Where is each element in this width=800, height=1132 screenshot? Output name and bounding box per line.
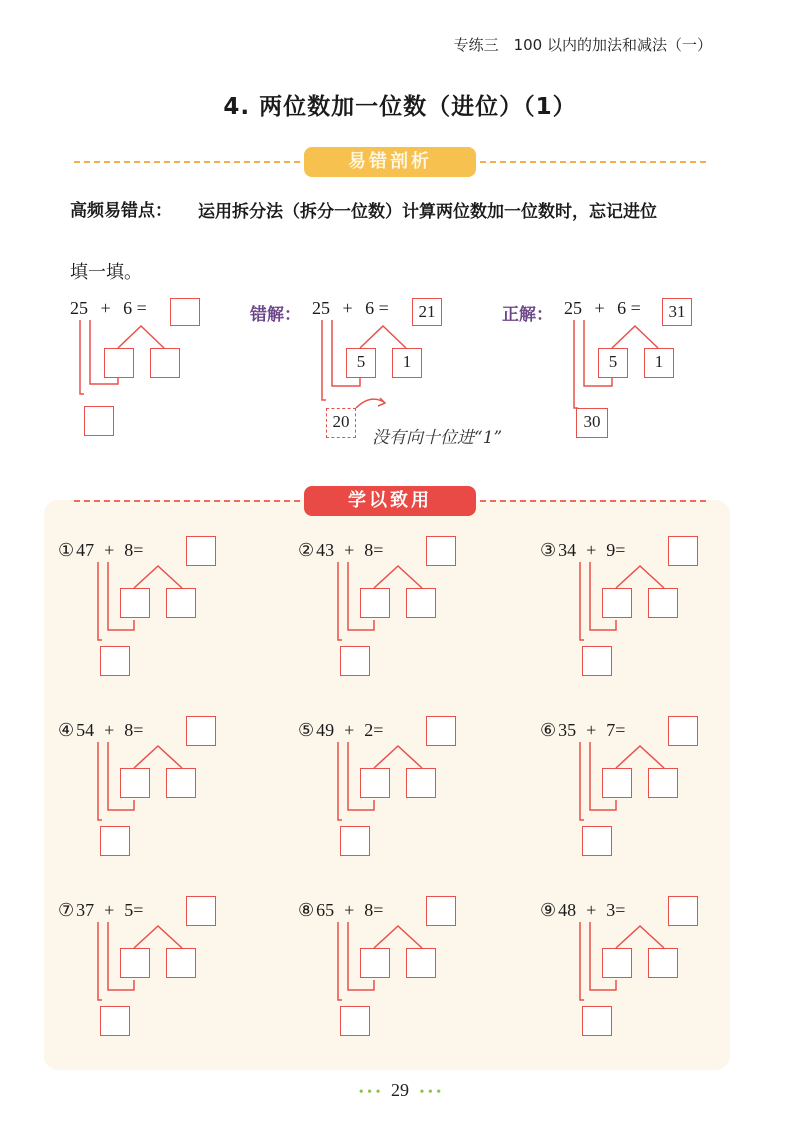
practice-problem [58,720,258,870]
practice-problem [298,540,498,690]
right-solution-label: 正解： [502,305,553,325]
operator: + [344,720,355,740]
split-lines [540,900,740,1050]
split-box-left[interactable] [120,948,150,978]
section-divider-right [480,161,706,163]
example-blank [70,298,270,448]
split-box-right[interactable] [648,768,678,798]
equals: = [630,298,641,318]
answer-box[interactable] [186,536,216,566]
addend-a: 37 [76,900,95,920]
split-box-right: 1 [392,348,422,378]
equation [312,298,389,319]
answer-box[interactable] [668,716,698,746]
addend-b: 5 [124,900,134,920]
problem-number: ④ [58,720,75,740]
operator: + [104,720,115,740]
tens-box[interactable] [100,1006,130,1036]
addend-b: 2 [364,720,374,740]
tens-box[interactable] [100,826,130,856]
keypoint-label: 高频易错点： [70,201,172,221]
error-analysis-tag: 易错剖析 [304,147,476,177]
equation [540,540,625,561]
tens-box[interactable] [84,406,114,436]
equation [70,298,147,319]
answer-box[interactable] [186,716,216,746]
tens-box[interactable] [582,646,612,676]
equation [540,900,625,921]
split-box-left[interactable] [360,948,390,978]
tens-box[interactable] [340,826,370,856]
problem-number: ① [58,540,75,560]
split-lines [540,540,740,690]
practice-problem [298,900,498,1050]
split-lines [58,720,258,870]
split-box-left[interactable] [602,948,632,978]
practice-problem [298,720,498,870]
split-box-left[interactable] [360,768,390,798]
equals: = [378,298,389,318]
page-number-value: 29 [391,1080,409,1100]
operator: + [344,540,355,560]
split-box-right[interactable] [406,768,436,798]
operator: + [586,720,597,740]
addend-b: 8 [364,540,374,560]
split-box-right[interactable] [166,768,196,798]
split-box-left[interactable] [360,588,390,618]
split-box-left[interactable] [602,768,632,798]
split-box-right[interactable] [406,948,436,978]
equals: = [373,720,384,740]
addend-b: 9 [606,540,616,560]
equation [564,298,641,319]
operator: + [100,298,111,318]
addend-a: 48 [558,900,577,920]
split-box-left: 5 [346,348,376,378]
split-lines [298,900,498,1050]
decor-dots-left: • • • [358,1085,381,1100]
tens-box[interactable] [582,1006,612,1036]
split-box-right[interactable] [166,588,196,618]
answer-box: 31 [662,298,692,326]
equals: = [615,540,626,560]
addend-a: 34 [558,540,577,560]
answer-box[interactable] [426,896,456,926]
addend-b: 8 [124,540,134,560]
tens-box[interactable] [582,826,612,856]
practice-divider-left [74,500,300,502]
operator: + [594,298,605,318]
addend-a: 25 [564,298,582,318]
practice-problem [58,900,258,1050]
practice-divider-right [480,500,706,502]
answer-box[interactable] [668,896,698,926]
equals: = [136,298,147,318]
answer-box: 21 [412,298,442,326]
equals: = [133,540,144,560]
addend-b: 6 [365,298,375,318]
page-number [0,1080,800,1101]
operator: + [344,900,355,920]
addend-b: 6 [617,298,627,318]
problem-number: ⑥ [540,720,557,740]
example-right [564,298,764,448]
split-lines [58,900,258,1050]
split-lines [298,540,498,690]
answer-box[interactable] [186,896,216,926]
answer-box[interactable] [170,298,200,326]
tens-box[interactable] [100,646,130,676]
answer-box[interactable] [426,536,456,566]
split-box-right[interactable] [648,948,678,978]
split-box-right[interactable] [648,588,678,618]
mistake-note: 没有向十位进“1” [372,428,503,448]
split-box-left: 5 [598,348,628,378]
answer-box[interactable] [668,536,698,566]
operator: + [104,900,115,920]
equals: = [133,900,144,920]
split-box-right[interactable] [166,948,196,978]
practice-problem [540,720,740,870]
problem-number: ③ [540,540,557,560]
addend-b: 6 [123,298,133,318]
tens-box[interactable] [340,1006,370,1036]
problem-number: ⑨ [540,900,557,920]
equation [298,900,383,921]
split-box-left[interactable] [120,588,150,618]
problem-number: ⑦ [58,900,75,920]
split-lines [58,540,258,690]
addend-a: 35 [558,720,577,740]
equals: = [615,900,626,920]
equation [298,540,383,561]
tens-box: 30 [576,408,608,438]
tens-box: 20 [326,408,356,438]
equals: = [615,720,626,740]
section-divider-left [74,161,300,163]
equation [58,540,143,561]
equation [540,720,625,741]
addend-b: 8 [364,900,374,920]
addend-b: 3 [606,900,616,920]
equals: = [373,900,384,920]
addend-a: 54 [76,720,95,740]
addend-a: 25 [312,298,330,318]
practice-tag: 学以致用 [304,486,476,516]
practice-problem [540,900,740,1050]
addend-a: 25 [70,298,88,318]
split-box-left[interactable] [602,588,632,618]
addend-a: 47 [76,540,95,560]
running-header: 专练三 100 以内的加法和减法（一） [453,36,712,54]
problem-number: ⑧ [298,900,315,920]
equation [298,720,383,741]
addend-a: 43 [316,540,335,560]
split-box-left[interactable] [120,768,150,798]
split-box-right[interactable] [150,348,180,378]
operator: + [586,540,597,560]
practice-problem [540,540,740,690]
page-title: 4. 两位数加一位数（进位）（1） [223,94,577,120]
tens-box[interactable] [340,646,370,676]
addend-a: 65 [316,900,335,920]
addend-b: 8 [124,720,134,740]
addend-b: 7 [606,720,616,740]
addend-a: 49 [316,720,335,740]
problem-number: ② [298,540,315,560]
operator: + [586,900,597,920]
instruction: 填一填。 [70,262,142,283]
split-lines [540,720,740,870]
decor-dots-right: • • • [419,1085,442,1100]
split-box-right[interactable] [406,588,436,618]
practice-problem [58,540,258,690]
split-lines [298,720,498,870]
keypoint-text: 运用拆分法（拆分一位数）计算两位数加一位数时，忘记进位 [198,202,657,222]
answer-box[interactable] [426,716,456,746]
equals: = [133,720,144,740]
split-box-right: 1 [644,348,674,378]
equation [58,720,143,741]
equation [58,900,143,921]
split-box-left[interactable] [104,348,134,378]
operator: + [104,540,115,560]
operator: + [342,298,353,318]
wrong-solution-label: 错解： [250,305,301,325]
problem-number: ⑤ [298,720,315,740]
equals: = [373,540,384,560]
